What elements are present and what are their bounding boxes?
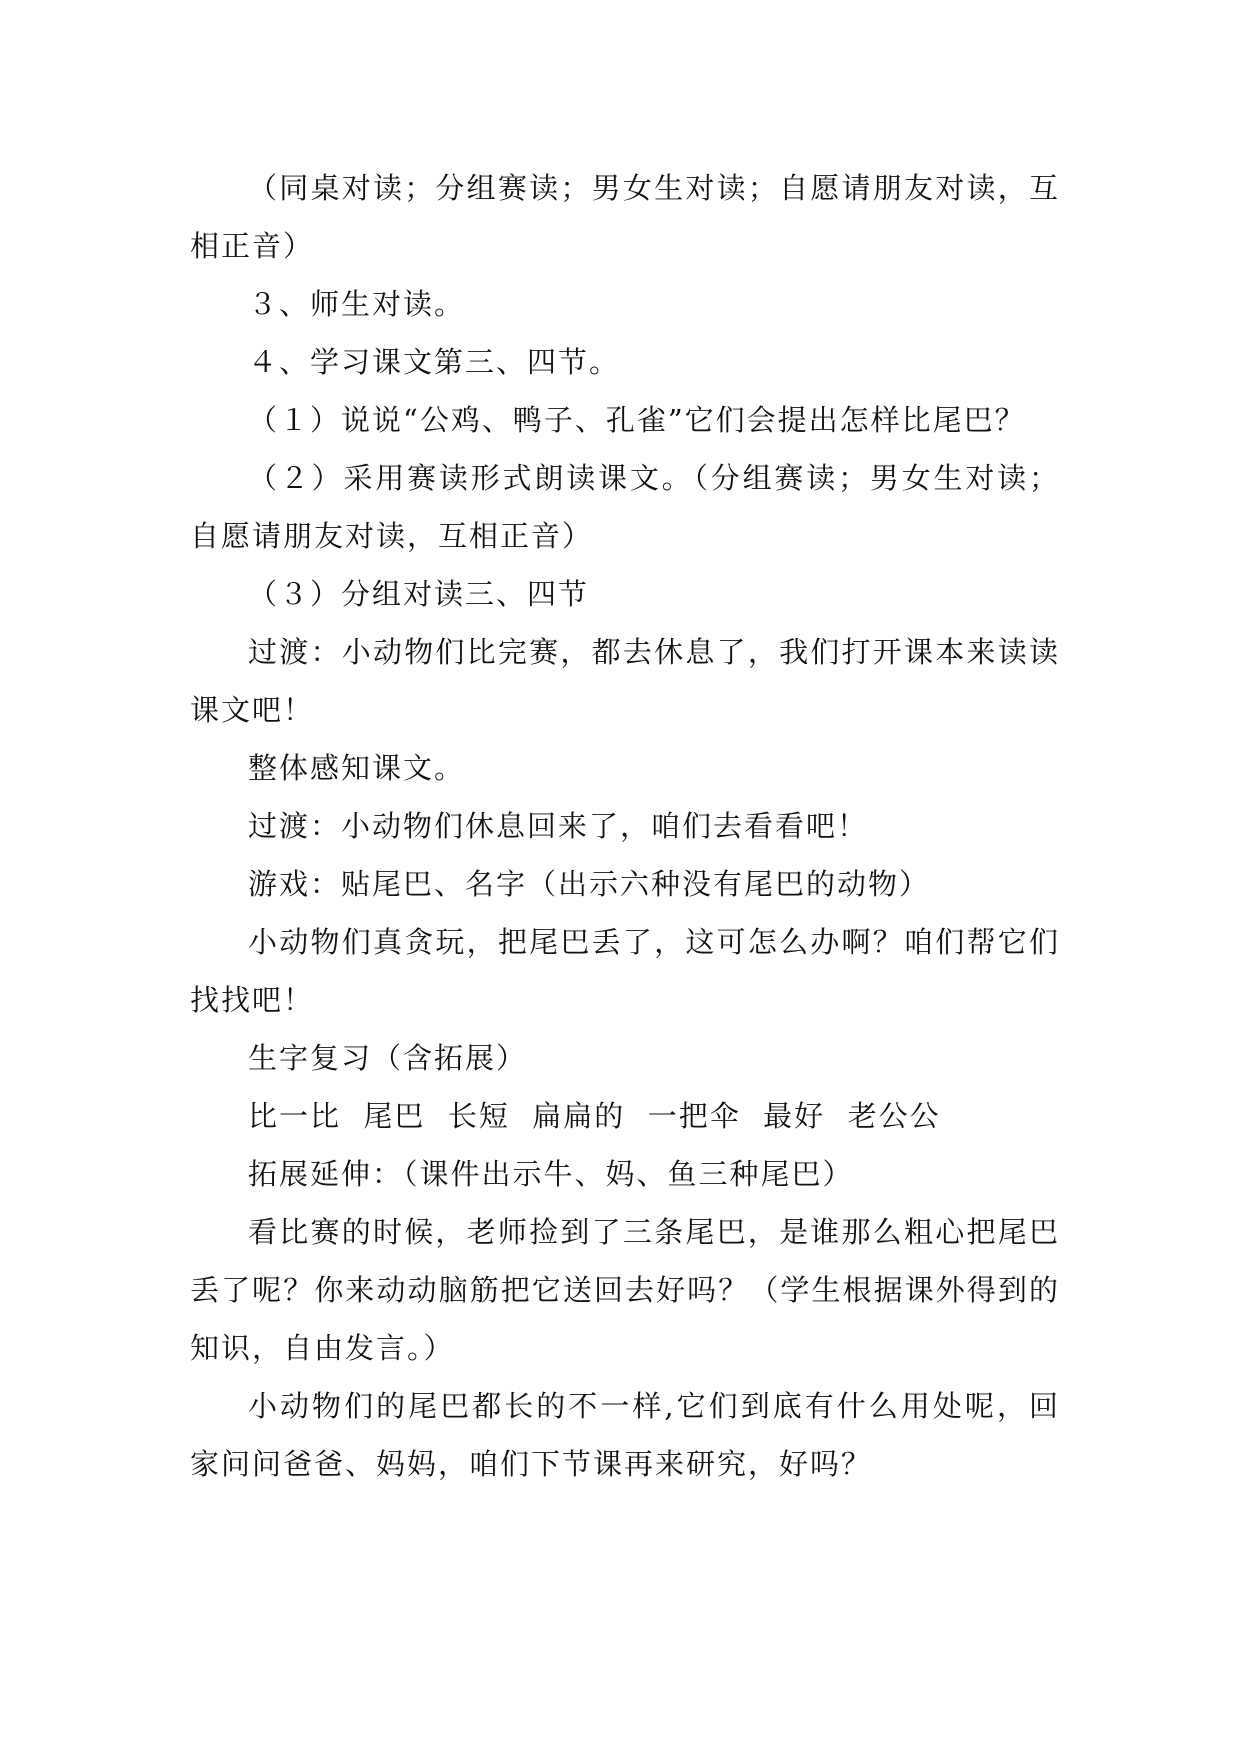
paragraph-transition-2: 过渡：小动物们休息回来了，咱们去看看吧！ (248, 809, 869, 843)
paragraph-lost-tails: 小动物们真贪玩，把尾巴丢了，这可怎么办啊？咱们帮它们找找吧！ (190, 925, 1060, 1017)
document-body (190, 159, 1060, 1493)
paragraph-transition-1: 过渡：小动物们比完赛，都去休息了，我们打开课本来读读课文吧！ (190, 635, 1060, 727)
paragraph-closing: 小动物们的尾巴都长的不一样,它们到底有什么用处呢，回家问问爸爸、妈妈，咱们下节课再来研究，好吗？ (190, 1389, 1060, 1481)
paragraph-sub-2: （２）采用赛读形式朗读课文。（分组赛读；男女生对读；自愿请朋友对读，互相正音） (190, 461, 1060, 553)
paragraph-sub-3: （３）分组对读三、四节 (248, 577, 590, 611)
paragraph-sub-1: （１）说说“公鸡、鸭子、孔雀”它们会提出怎样比尾巴？ (248, 403, 1026, 437)
paragraph-character-review: 生字复习（含拓展） (248, 1041, 528, 1075)
paragraph-extension: 拓展延伸：（课件出示牛、妈、鱼三种尾巴） (248, 1157, 854, 1191)
paragraph-overall-perception: 整体感知课文。 (248, 751, 466, 785)
paragraph-step-4: ４、学习课文第三、四节。 (248, 345, 621, 379)
paragraph-found-tails: 看比赛的时候，老师捡到了三条尾巴，是谁那么粗心把尾巴丢了呢？你来动动脑筋把它送回去好吗？（学生根据课外得到的知识，自由发言。） (190, 1215, 1060, 1365)
paragraph-step-3: ３、师生对读。 (248, 287, 466, 321)
paragraph-word-list: 比一比 尾巴 长短 扁扁的 一把伞 最好 老公公 (248, 1099, 941, 1133)
paragraph-reading-methods: （同桌对读；分组赛读；男女生对读；自愿请朋友对读，互相正音） (190, 171, 1060, 263)
paragraph-game: 游戏：贴尾巴、名字（出示六种没有尾巴的动物） (248, 867, 931, 901)
